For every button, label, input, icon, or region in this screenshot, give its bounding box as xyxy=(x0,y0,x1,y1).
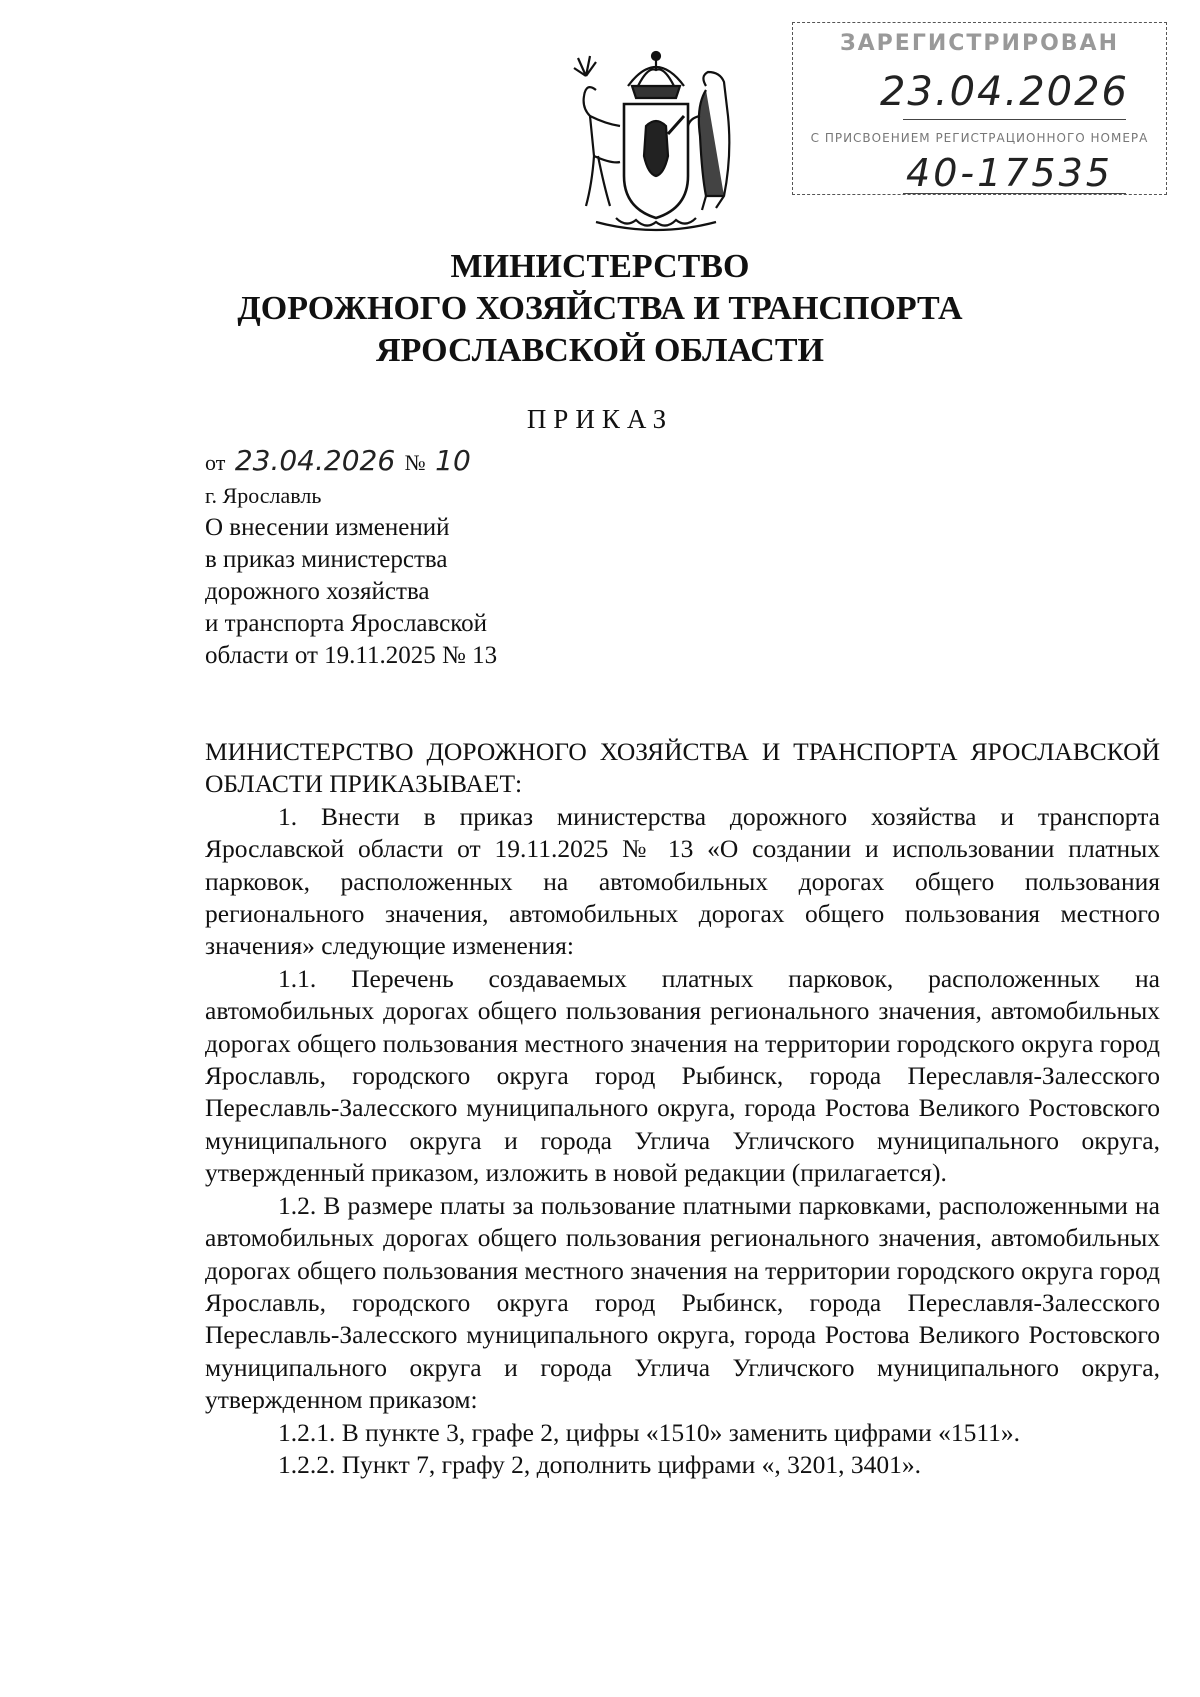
ministry-heading xyxy=(0,246,1200,372)
subject-line: О внесении изменений xyxy=(205,514,450,541)
body-paragraph-1-1: 1.1. Перечень создаваемых платных парковок, расположенных на автомобильных дорогах общего пользования регионального значения, автомобильных дорогах общего пользования местного значения на территории городского округа город Ярославль, городского округа город Рыбинск, города Переславля-Залесского Переславль-Залесского муниципального округа, города Ростова Великого Ростовского муниципального округа и города Углича Угличского муниципального округа, утвержденный приказом, изложить в новой редакции (прилагается). xyxy=(205,963,1160,1188)
subject-line: в приказ министерства xyxy=(205,546,448,573)
registration-stamp xyxy=(792,22,1167,195)
stamp-divider xyxy=(903,193,1126,194)
ministry-line: МИНИСТЕРСТВО xyxy=(450,248,750,285)
subject-line: дорожного хозяйства xyxy=(205,578,430,605)
body-paragraph-1-2-1: 1.2.1. В пункте 3, графе 2, цифры «1510» заменить цифрами «1511». xyxy=(278,1417,1021,1447)
order-subject xyxy=(205,512,545,672)
subject-line: и транспорта Ярославской xyxy=(205,610,488,637)
order-title: ПРИКАЗ xyxy=(526,404,674,434)
stamp-date: 23.04.2026 xyxy=(879,69,1130,115)
stamp-divider xyxy=(903,119,1126,120)
order-date: 23.04.2026 xyxy=(234,444,396,477)
body-paragraph-1: 1. Внести в приказ министерства дорожного хозяйства и транспорта Ярославской области от 19.11.2025 № 13 «О создании и использовании платных парковок, расположенных на автомобильных дорогах общего пользования регионального значения, автомобильных дорогах общего пользования местного значения» следующие изменения: xyxy=(205,801,1160,961)
stamp-number: 40-17535 xyxy=(906,151,1113,195)
body-lead: МИНИСТЕРСТВО ДОРОЖНОГО ХОЗЯЙСТВА И ТРАНСПОРТА ЯРОСЛАВСКОЙ ОБЛАСТИ ПРИКАЗЫВАЕТ: xyxy=(205,737,1160,799)
order-body xyxy=(205,736,1160,1481)
coat-of-arms-emblem xyxy=(556,46,756,236)
from-label: от xyxy=(205,450,226,475)
ministry-line: ЯРОСЛАВСКОЙ ОБЛАСТИ xyxy=(376,332,824,369)
stamp-caption: С ПРИСВОЕНИЕМ РЕГИСТРАЦИОННОГО НОМЕРА xyxy=(810,131,1149,145)
subject-line: области от 19.11.2025 № 13 xyxy=(205,642,498,669)
order-city: г. Ярославль xyxy=(205,483,322,508)
body-paragraph-1-2-2: 1.2.2. Пункт 7, графу 2, дополнить цифрами «, 3201, 3401». xyxy=(278,1449,922,1479)
body-paragraph-1-2: 1.2. В размере платы за пользование платными парковками, расположенными на автомобильных дорогах общего пользования регионального значения, автомобильных дорогах общего пользования местного значения на территории городского округа город Ярославль, городского округа город Рыбинск, города Переславля-Залесского Переславль-Залесского муниципального округа, города Ростова Великого Ростовского муниципального округа и города Углича Угличского муниципального округа, утвержденном приказом: xyxy=(205,1190,1160,1415)
number-sign: № xyxy=(404,450,426,475)
order-date-number xyxy=(205,446,475,478)
stamp-title: ЗАРЕГИСТРИРОВАН xyxy=(840,31,1119,56)
order-number: 10 xyxy=(435,444,471,477)
ministry-line: ДОРОЖНОГО ХОЗЯЙСТВА И ТРАНСПОРТА xyxy=(237,290,963,327)
